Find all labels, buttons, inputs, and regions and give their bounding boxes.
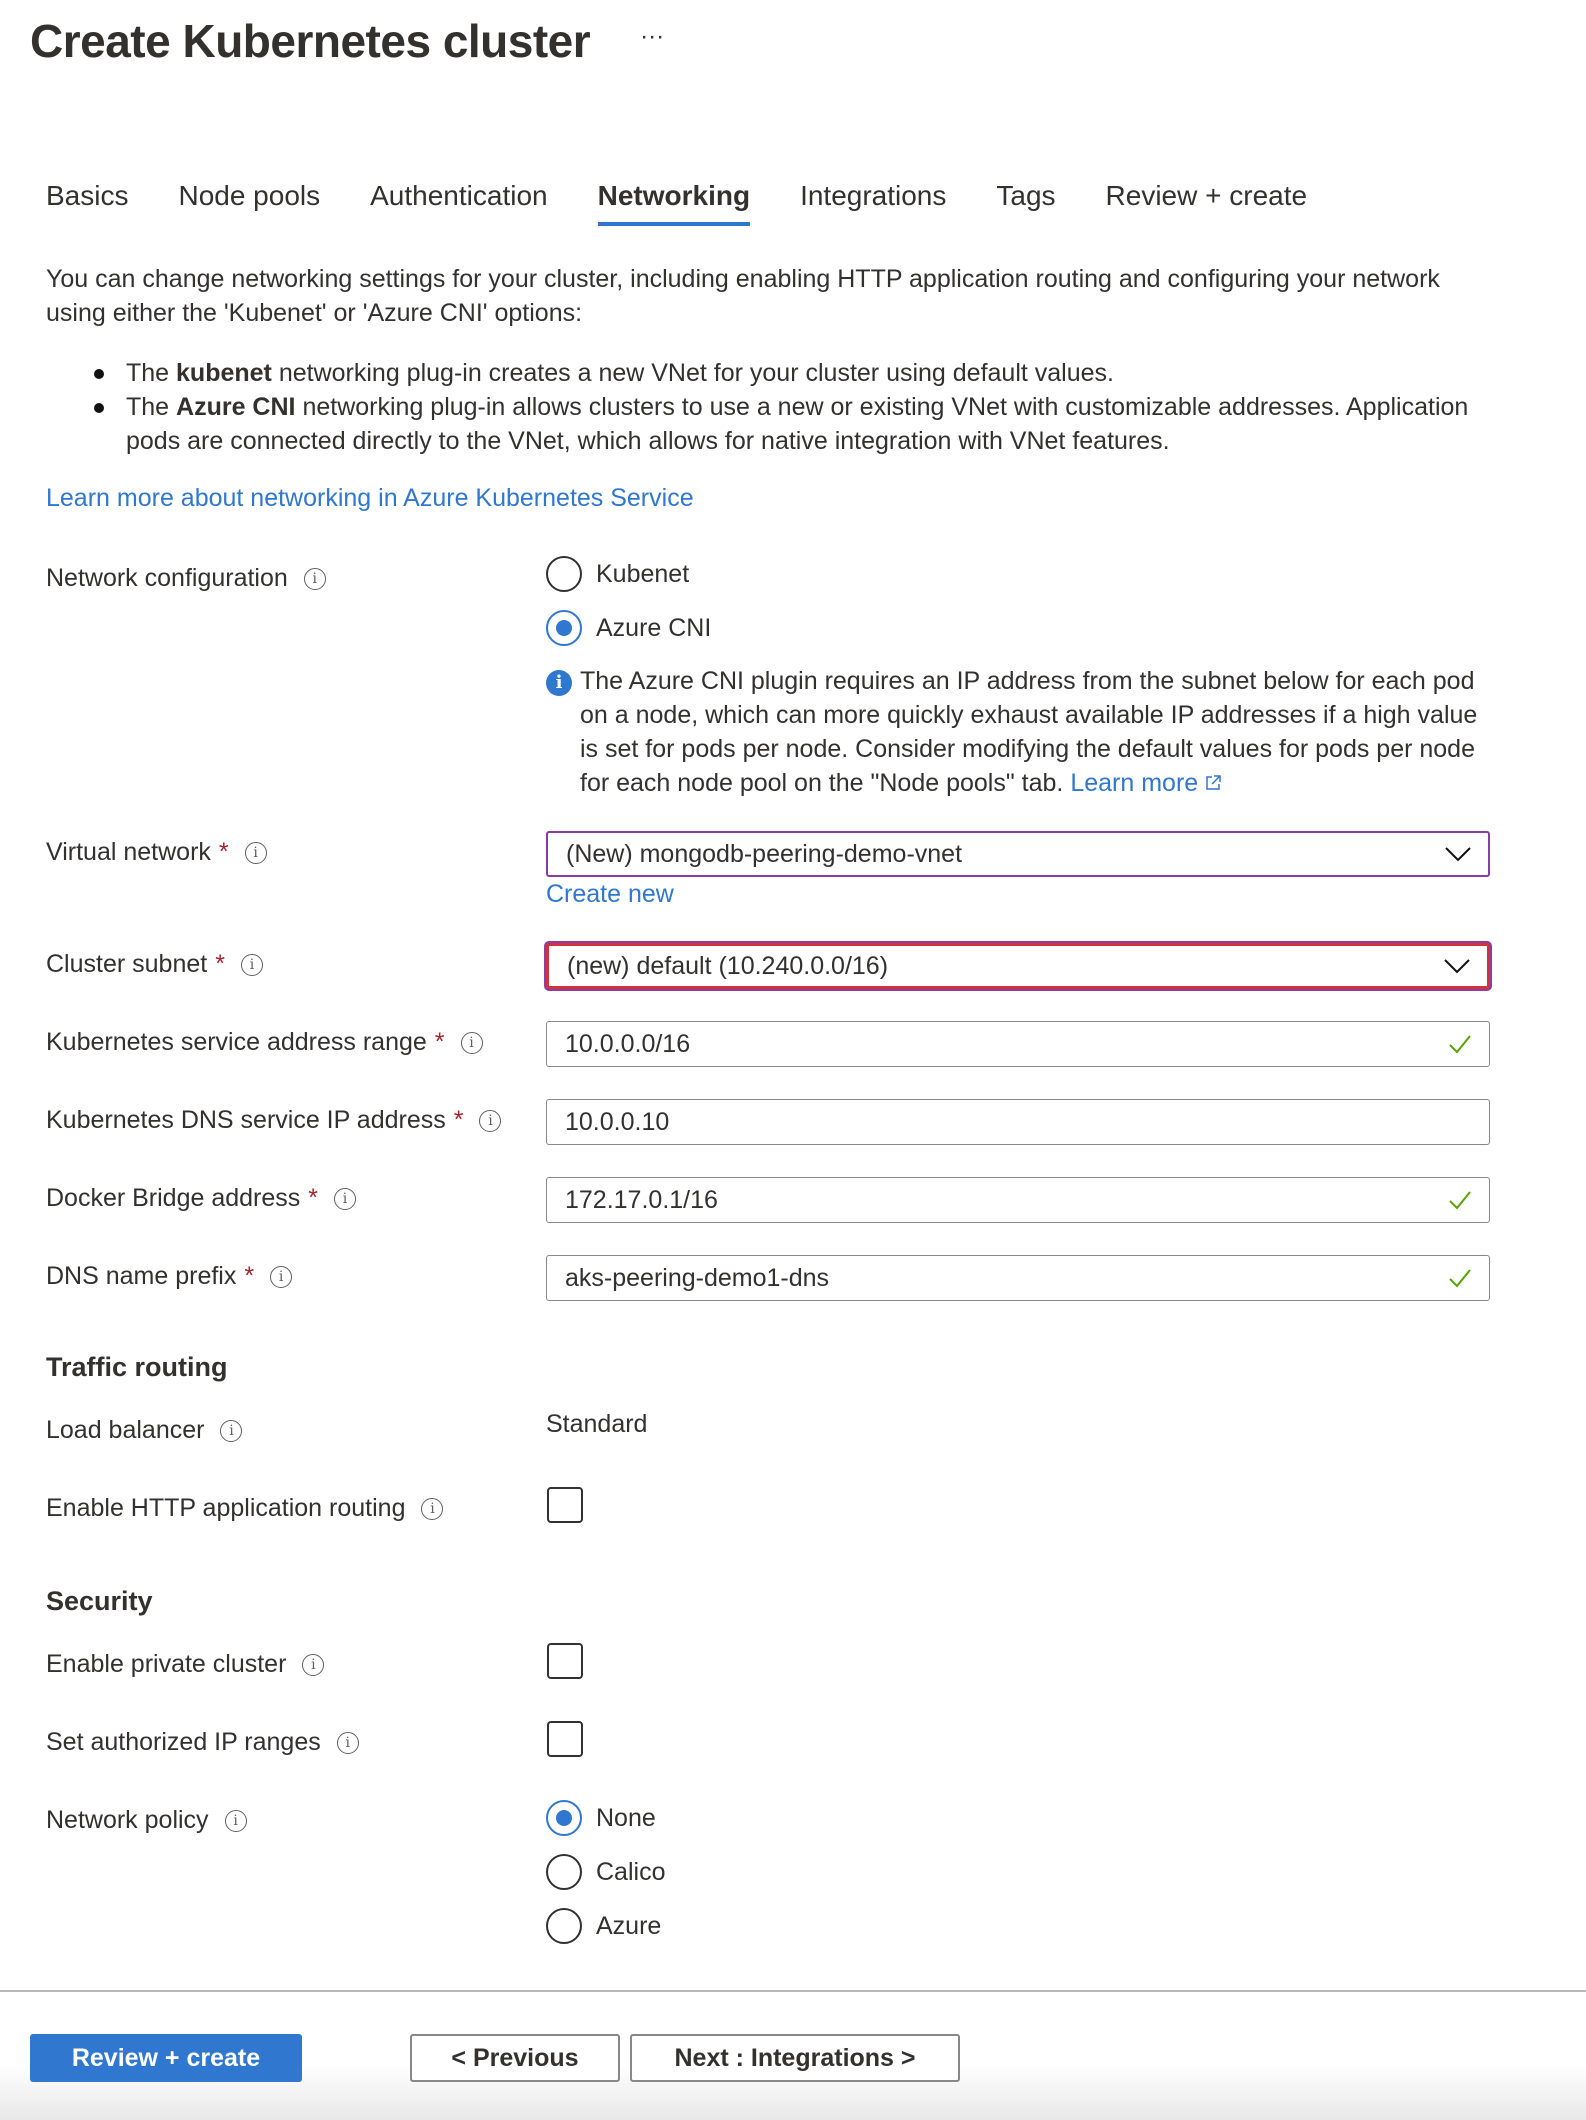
private-cluster-label: Enable private cluster i [46, 1650, 324, 1679]
tab-networking[interactable]: Networking [598, 180, 750, 226]
chevron-down-icon [1443, 957, 1471, 975]
info-icon[interactable]: i [225, 1810, 247, 1832]
radio-kubenet[interactable]: Kubenet [546, 556, 689, 592]
valid-check-icon [1447, 1033, 1473, 1055]
dns-service-ip-label: Kubernetes DNS service IP address * i [46, 1106, 501, 1135]
authorized-ip-label: Set authorized IP ranges i [46, 1728, 359, 1757]
required-asterisk: * [215, 950, 225, 978]
info-filled-icon: i [546, 670, 572, 696]
info-icon[interactable]: i [220, 1420, 242, 1442]
private-cluster-checkbox[interactable] [547, 1643, 583, 1679]
tab-tags[interactable]: Tags [996, 180, 1056, 211]
review-create-button[interactable]: Review + create [30, 2034, 302, 2082]
virtual-network-label: Virtual network * i [46, 838, 267, 867]
required-asterisk: * [218, 838, 229, 866]
network-configuration-label: Network configuration i [46, 564, 326, 593]
next-integrations-button[interactable]: Next : Integrations > [630, 2034, 960, 2082]
required-asterisk: * [308, 1184, 319, 1212]
dns-prefix-input[interactable]: aks-peering-demo1-dns [546, 1255, 1490, 1301]
intro-text: You can change networking settings for your cluster, including enabling HTTP application routing and configuring your network using either the 'Kubenet' or 'Azure CNI' options: [46, 265, 1440, 327]
radio-azure-cni[interactable]: Azure CNI [546, 610, 711, 646]
bullet-azure-cni: The Azure CNI networking plug-in allows clusters to use a new or existing VNet with customizable addresses. Application pods are connected directly to the VNet, which allows for native integration with VNet features. [90, 390, 1470, 458]
cluster-subnet-dropdown[interactable]: (new) default (10.240.0.0/16) [546, 943, 1490, 989]
wizard-tabs [46, 180, 1357, 226]
http-routing-checkbox[interactable] [547, 1487, 583, 1523]
info-icon[interactable]: i [461, 1032, 483, 1054]
valid-check-icon [1447, 1189, 1473, 1211]
network-policy-label: Network policy i [46, 1806, 247, 1835]
radio-button-checked[interactable] [546, 610, 582, 646]
info-icon[interactable]: i [245, 842, 267, 864]
learn-more-link[interactable]: Learn more [1070, 769, 1222, 797]
page-title: Create Kubernetes cluster [30, 15, 591, 67]
create-new-vnet-link[interactable]: Create new [546, 880, 674, 908]
tab-review-create[interactable]: Review + create [1105, 180, 1308, 211]
docker-bridge-input[interactable]: 172.17.0.1/16 [546, 1177, 1490, 1223]
footer-divider [0, 1990, 1586, 1992]
required-asterisk: * [434, 1028, 445, 1056]
info-icon[interactable]: i [302, 1654, 324, 1676]
traffic-routing-heading: Traffic routing [46, 1352, 228, 1382]
more-options-button[interactable]: ··· [640, 23, 665, 50]
virtual-network-dropdown[interactable]: (New) mongodb-peering-demo-vnet [546, 831, 1490, 877]
info-icon[interactable]: i [270, 1266, 292, 1288]
learn-more-networking-link[interactable]: Learn more about networking in Azure Kubernetes Service [46, 484, 694, 512]
authorized-ip-checkbox[interactable] [547, 1721, 583, 1757]
security-heading: Security [46, 1586, 153, 1616]
intro-bullets [90, 356, 1470, 458]
tab-authentication[interactable]: Authentication [370, 180, 548, 211]
http-routing-label: Enable HTTP application routing i [46, 1494, 443, 1523]
info-icon[interactable]: i [337, 1732, 359, 1754]
info-icon[interactable]: i [241, 954, 263, 976]
azure-cni-info-message: i The Azure CNI plugin requires an IP address from the subnet below for each pod on a node, which can more quickly exhaust available IP addresses if a high value is set for pods per node. Consider modifying the default values for pods per node for each node pool on the "Node pools" tab. Learn more [546, 664, 1486, 800]
tab-integrations[interactable]: Integrations [800, 180, 947, 211]
docker-bridge-label: Docker Bridge address * i [46, 1184, 356, 1213]
radio-button[interactable] [546, 556, 582, 592]
previous-button[interactable]: < Previous [410, 2034, 620, 2082]
tab-basics[interactable]: Basics [46, 180, 129, 211]
tab-node-pools[interactable]: Node pools [178, 180, 321, 211]
external-link-icon [1204, 774, 1222, 792]
cluster-subnet-label: Cluster subnet * i [46, 950, 263, 979]
valid-check-icon [1447, 1267, 1473, 1289]
radio-button-checked[interactable] [546, 1800, 582, 1836]
info-icon[interactable]: i [304, 568, 326, 590]
radio-button[interactable] [546, 1854, 582, 1890]
service-address-range-label: Kubernetes service address range * i [46, 1028, 483, 1057]
info-icon[interactable]: i [334, 1188, 356, 1210]
load-balancer-value: Standard [546, 1410, 648, 1438]
required-asterisk: * [453, 1106, 464, 1134]
radio-button[interactable] [546, 1908, 582, 1944]
radio-policy-calico[interactable]: Calico [546, 1854, 665, 1890]
chevron-down-icon [1444, 845, 1472, 863]
dns-service-ip-input[interactable]: 10.0.0.10 [546, 1099, 1490, 1145]
dns-prefix-label: DNS name prefix * i [46, 1262, 292, 1291]
service-address-range-input[interactable]: 10.0.0.0/16 [546, 1021, 1490, 1067]
bullet-kubenet: The kubenet networking plug-in creates a new VNet for your cluster using default values. [90, 356, 1470, 390]
radio-policy-none[interactable]: None [546, 1800, 656, 1836]
load-balancer-label: Load balancer i [46, 1416, 242, 1445]
radio-policy-azure[interactable]: Azure [546, 1908, 661, 1944]
info-icon[interactable]: i [479, 1110, 501, 1132]
required-asterisk: * [244, 1262, 255, 1290]
header [30, 14, 664, 68]
info-icon[interactable]: i [421, 1498, 443, 1520]
